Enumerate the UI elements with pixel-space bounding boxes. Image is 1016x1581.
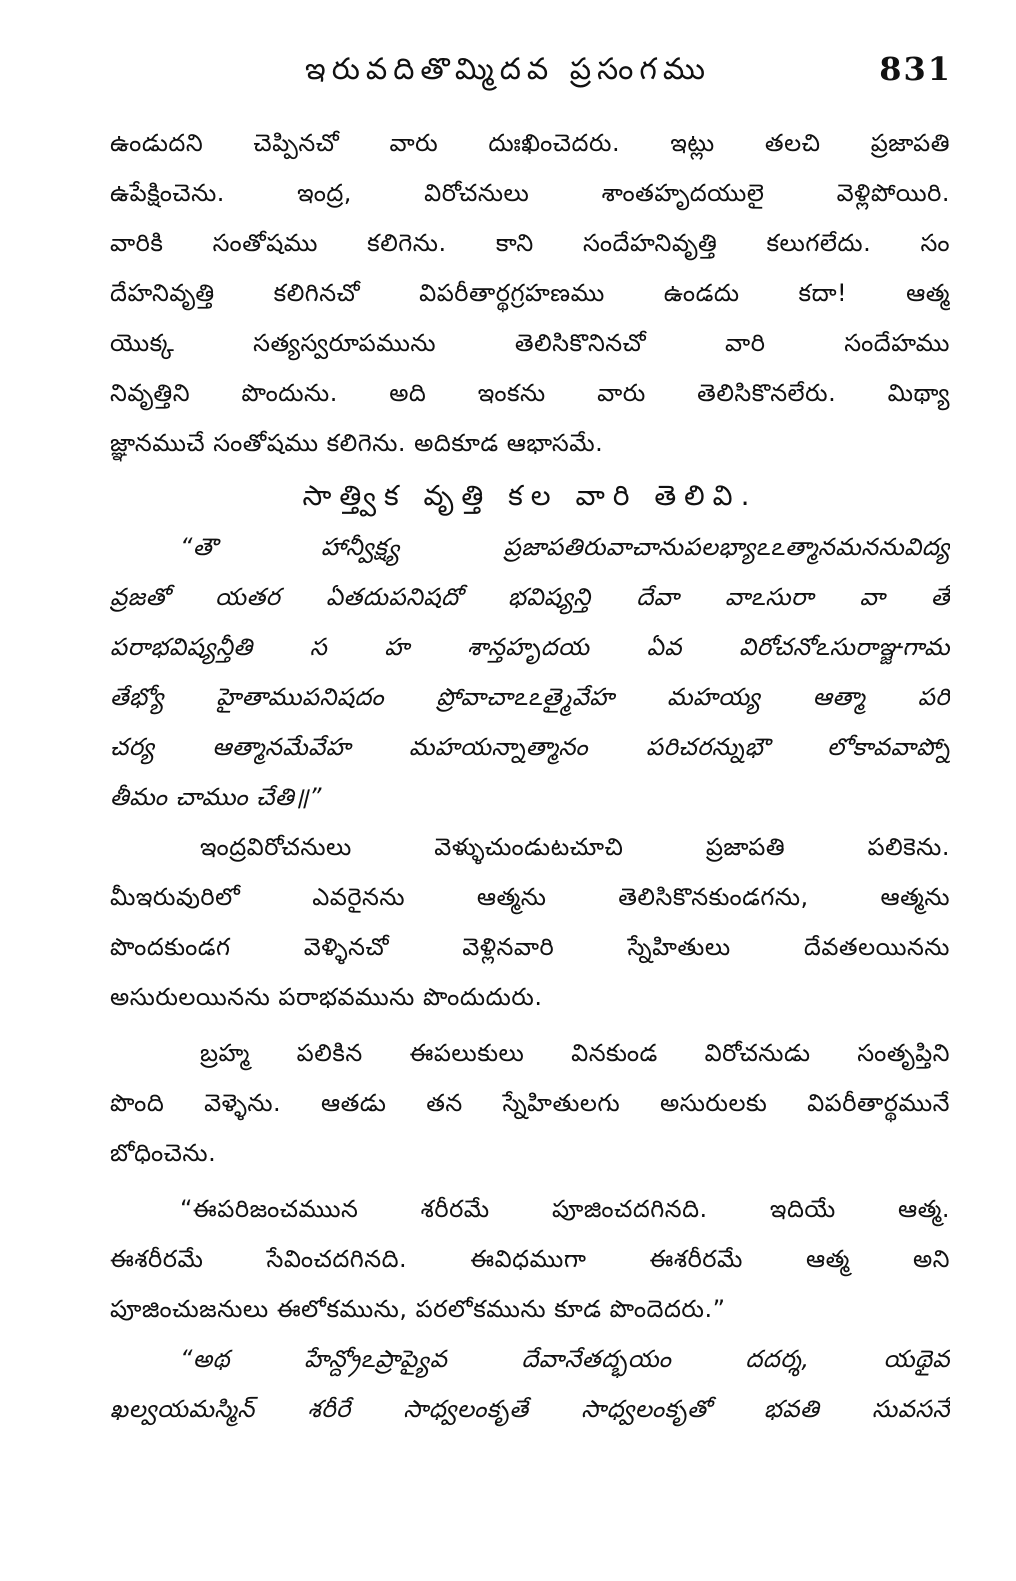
quote-line: చర్య ఆత్మానమేవేహ మహయన్నాత్మానం పరిచరన్నుభౌ లోకావవాప్నో <box>110 733 950 761</box>
text-line: జ్ఞానముచే సంతోషము కలిగెను. అదికూడ ఆభాసమే. <box>110 429 604 457</box>
quote-line: తేభ్యో హైతాముపనిషదం ప్రోవాచాఽఽత్మైవేహ మహయ్య ఆత్మా పరి <box>110 683 950 711</box>
text-line: యొక్క సత్యస్వరూపమును తెలిసికొనినచో వారి సందేహము <box>110 329 950 357</box>
text-line: మీఇరువురిలో ఎవరైనను ఆత్మను తెలిసికొనకుండగను, ఆత్మను <box>110 883 950 911</box>
heading-line: సాత్త్విక వృత్తి కల వారి తెలివి. <box>302 479 758 512</box>
sanskrit-quote <box>110 522 950 822</box>
quote-line: తీమం చాముం చేతి॥” <box>110 783 322 811</box>
paragraph <box>110 1028 950 1178</box>
body-text <box>110 118 950 1434</box>
text-line: దేహనివృత్తి కలిగినచో విపరీతార్థగ్రహణము ఉండదు కదా! ఆత్మ <box>110 279 950 307</box>
text-line: బ్రహ్మ పలికిన ఈపలుకులు వినకుండ విరోచనుడు సంతృప్తిని <box>200 1039 950 1067</box>
text-line: వారికి సంతోషము కలిగెను. కాని సందేహనివృత్తి కలుగలేదు. సం <box>110 229 950 257</box>
text-line: ఉండుదని చెప్పినచో వారు దుఃఖించెదరు. ఇట్లు తలచి ప్రజాపతి <box>110 129 950 157</box>
text-line: ఈశరీరమే సేవించదగినది. ఈవిధముగా ఈశరీరమే ఆత్మ అని <box>110 1245 950 1273</box>
quote-line: వ్రజతో యతర ఏతదుపనిషదో భవిష్యన్తి దేవా వాఽసురా వా తే <box>110 583 950 611</box>
page-number: 831 <box>879 50 952 88</box>
text-line: పొందకుండగ వెళ్ళినచో వెళ్లినవారి స్నేహితులు దేవతలయినను <box>110 933 950 961</box>
quote-line: పరాభవిష్యన్తీతి స హ శాన్తహృదయ ఏవ విరోచనోఽసురాఞ్జగామ <box>110 633 950 661</box>
paragraph <box>110 822 950 1022</box>
text-line: ఉపేక్షించెను. ఇంద్ర, విరోచనులు శాంతహృదయులై వెళ్లిపోయిరి. <box>110 179 950 207</box>
text-line: ఇంద్రవిరోచనులు వెళ్ళుచుండుటచూచి ప్రజాపతి పలికెను. <box>200 833 950 861</box>
text-line: “ఈపరిజంచముున శరీరమే పూజించదగినది. ఇదియే ఆత్మ. <box>180 1195 950 1223</box>
text-line: నివృత్తిని పొందును. అది ఇంకను వారు తెలిసికొనలేరు. మిథ్యా <box>110 379 950 407</box>
running-title: ఇరువదితొమ్మిదవ ప్రసంగము <box>305 52 711 87</box>
paragraph <box>110 118 950 468</box>
quote-line: ఖల్వయమస్మిన్ శరీరే సాధ్వలంకృతే సాధ్వలంకృతో భవతి సువసనే <box>110 1395 950 1423</box>
sanskrit-quote <box>110 1334 950 1434</box>
quote-line: “తౌ హాన్వీక్ష్య ప్రజాపతిరువాచానుపలభ్యాఽఽత్మానమననువిద్య <box>180 533 950 561</box>
quoted-paragraph <box>110 1184 950 1334</box>
text-line: పొంది వెళ్ళెను. ఆతడు తన స్నేహితులగు అసురులకు విపరీతార్థమునే <box>110 1089 950 1117</box>
text-line: బోధించెను. <box>110 1139 217 1167</box>
section-heading <box>110 470 950 522</box>
page-header <box>0 48 1016 98</box>
quote-line: “అథ హేన్ద్రోఽప్రాప్యైవ దేవానేతద్భయం దదర్శ, యథైవ <box>180 1345 950 1373</box>
text-line: అసురులయినను పరాభవమును పొందుదురు. <box>110 983 543 1011</box>
text-line: పూజించుజనులు ఈలోకమును, పరలోకమును కూడ పొందెదరు.” <box>110 1295 726 1323</box>
